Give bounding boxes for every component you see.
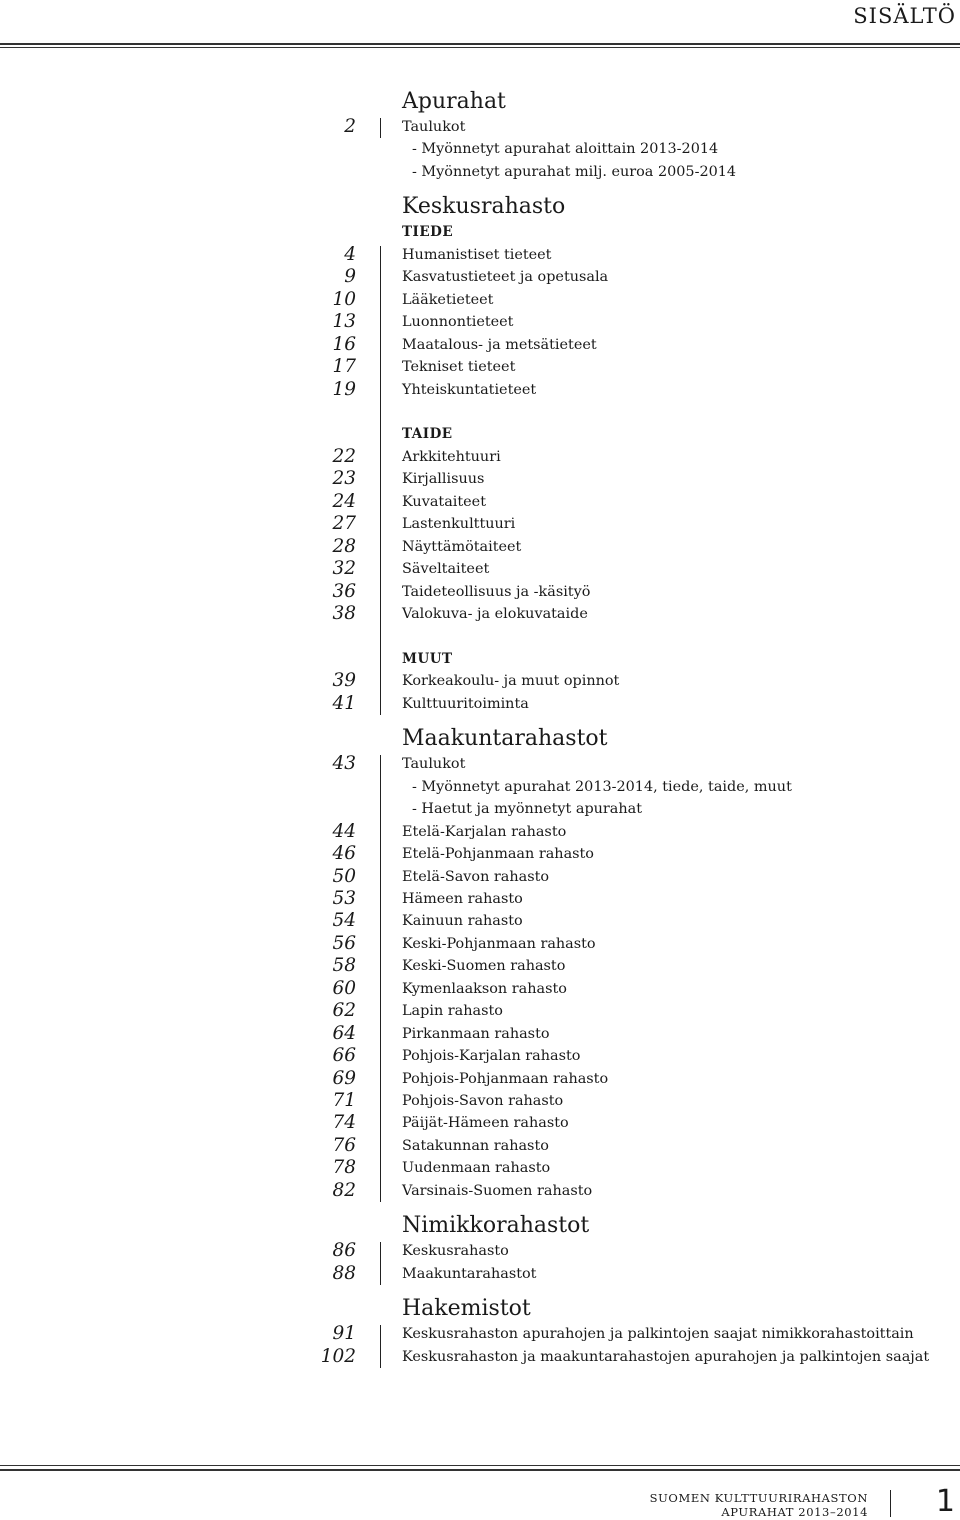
section-title: Hakemistot xyxy=(402,1296,531,1322)
entry-label: Varsinais-Suomen rahasto xyxy=(402,1182,593,1199)
entry-label: Kirjallisuus xyxy=(402,471,485,488)
entry-label: - Myönnetyt apurahat 2013-2014, tiede, taide, muut xyxy=(412,778,792,795)
entry-label: - Myönnetyt apurahat aloittain 2013-2014 xyxy=(412,141,719,158)
entry-label: Maakuntarahastot xyxy=(402,1265,537,1282)
toc-entry[interactable] xyxy=(0,1180,960,1202)
entry-label: Lapin rahasto xyxy=(402,1003,503,1020)
toc-entry[interactable] xyxy=(0,138,960,160)
toc-entry[interactable] xyxy=(0,888,960,910)
entry-label: Yhteiskuntatieteet xyxy=(402,381,537,398)
footer-publication: APURAHAT 2013–2014 xyxy=(721,1505,868,1519)
entry-label: Taideteollisuus ja -käsityö xyxy=(402,583,591,600)
toc-entry[interactable] xyxy=(0,356,960,378)
toc-entry[interactable] xyxy=(0,603,960,625)
toc-entry[interactable] xyxy=(0,1135,960,1157)
entry-label: Keskusrahaston apurahojen ja palkintojen saajat nimikkorahastoittain xyxy=(402,1326,914,1343)
section-divider-line xyxy=(380,1325,381,1368)
toc-entry[interactable] xyxy=(0,491,960,513)
entry-label: Hämeen rahasto xyxy=(402,890,523,907)
entry-label: Humanistiset tieteet xyxy=(402,246,552,263)
entry-label: Kasvatustieteet ja opetusala xyxy=(402,269,609,286)
entry-label: Valokuva- ja elokuvataide xyxy=(402,606,588,622)
entry-label: Korkeakoulu- ja muut opinnot xyxy=(402,673,620,690)
page-number-ref: 19 xyxy=(332,378,356,400)
toc-entry[interactable] xyxy=(0,1000,960,1022)
toc-entry[interactable] xyxy=(0,311,960,333)
page-number-ref: 2 xyxy=(344,116,356,137)
toc-entry[interactable] xyxy=(0,1263,960,1285)
entry-label: Kuvataiteet xyxy=(402,493,486,510)
toc-entry[interactable] xyxy=(0,753,960,775)
entry-label: Pohjois-Pohjanmaan rahasto xyxy=(402,1070,609,1087)
page-number-ref: 76 xyxy=(332,1134,356,1156)
toc-entry[interactable] xyxy=(0,244,960,266)
footer-rule-thin xyxy=(0,1465,960,1466)
section-title: Apurahat xyxy=(402,89,506,114)
toc-entry[interactable] xyxy=(0,693,960,715)
page-number-ref: 88 xyxy=(332,1262,356,1284)
toc-entry[interactable] xyxy=(0,1346,960,1368)
entry-label: Etelä-Pohjanmaan rahasto xyxy=(402,846,594,863)
entry-label: Maatalous- ja metsätieteet xyxy=(402,336,597,353)
section-title: Nimikkorahastot xyxy=(402,1213,590,1239)
entry-label: - Haetut ja myönnetyt apurahat xyxy=(412,801,643,818)
page-number-ref: 64 xyxy=(332,1022,356,1044)
category-heading xyxy=(0,423,960,445)
toc-entry[interactable] xyxy=(0,933,960,955)
toc-entry[interactable] xyxy=(0,1157,960,1179)
toc-entry[interactable] xyxy=(0,468,960,490)
toc-entry[interactable] xyxy=(0,446,960,468)
page-number-ref: 38 xyxy=(332,603,356,624)
toc-entry[interactable] xyxy=(0,558,960,580)
page-number-ref: 71 xyxy=(332,1090,356,1111)
toc-entry[interactable] xyxy=(0,1090,960,1112)
page-number-ref: 66 xyxy=(332,1045,356,1067)
entry-label: Etelä-Savon rahasto xyxy=(402,868,550,885)
entry-label: Taulukot xyxy=(402,119,466,135)
entry-label: Lastenkulttuuri xyxy=(402,516,516,533)
entry-label: Keskusrahaston ja maakuntarahastojen apurahojen ja palkintojen saajat xyxy=(402,1348,930,1365)
header-rule xyxy=(0,43,960,45)
section-divider-line xyxy=(380,755,381,1202)
page-number-ref: 69 xyxy=(332,1067,356,1089)
toc-entry[interactable] xyxy=(0,978,960,1000)
page-number-ref: 24 xyxy=(332,490,356,512)
page-number-ref: 4 xyxy=(344,243,356,265)
toc-entry[interactable] xyxy=(0,116,960,138)
page-number-ref: 74 xyxy=(332,1112,356,1134)
toc-entry[interactable] xyxy=(0,776,960,798)
toc-entry[interactable] xyxy=(0,581,960,603)
toc-entry[interactable] xyxy=(0,910,960,932)
toc-entry[interactable] xyxy=(0,955,960,977)
entry-label: Päijät-Hämeen rahasto xyxy=(402,1115,569,1132)
entry-label: Pohjois-Karjalan rahasto xyxy=(402,1048,581,1065)
entry-label: Keskusrahasto xyxy=(402,1243,509,1260)
page-number-ref: 27 xyxy=(332,513,356,535)
entry-label: Etelä-Karjalan rahasto xyxy=(402,823,567,840)
entry-label: Kainuun rahasto xyxy=(402,913,523,930)
section-title: Maakuntarahastot xyxy=(402,726,608,752)
toc-entry[interactable] xyxy=(0,536,960,558)
entry-label: Satakunnan rahasto xyxy=(402,1137,549,1154)
toc-entry[interactable] xyxy=(0,670,960,692)
toc-entry[interactable] xyxy=(0,334,960,356)
entry-label: - Myönnetyt apurahat milj. euroa 2005-2014 xyxy=(412,163,737,180)
category-heading xyxy=(0,648,960,670)
entry-label: Keski-Suomen rahasto xyxy=(402,958,566,975)
page-number-ref: 39 xyxy=(332,670,356,692)
entry-label: Luonnontieteet xyxy=(402,314,514,331)
header-title: SISÄLTÖ xyxy=(853,4,956,28)
page-number-ref: 36 xyxy=(332,580,356,602)
page-number-ref: 10 xyxy=(332,288,356,310)
category-label: TAIDE xyxy=(402,426,453,443)
toc-entry[interactable] xyxy=(0,379,960,401)
page-number-ref: 102 xyxy=(320,1345,356,1367)
section-divider-line xyxy=(380,118,381,138)
toc-entry[interactable] xyxy=(0,1023,960,1045)
page-number-ref: 60 xyxy=(332,977,356,999)
entry-label: Pirkanmaan rahasto xyxy=(402,1025,550,1042)
entry-label: Pohjois-Savon rahasto xyxy=(402,1093,564,1109)
toc-entry[interactable] xyxy=(0,289,960,311)
page-number-ref: 9 xyxy=(344,266,356,288)
category-heading xyxy=(0,221,960,243)
page-number-ref: 23 xyxy=(332,468,356,490)
page-number-ref: 56 xyxy=(332,932,356,954)
header-rule-thin xyxy=(0,47,960,48)
page-number-ref: 62 xyxy=(332,1000,356,1022)
page-number-ref: 86 xyxy=(332,1240,356,1262)
page-number-ref: 32 xyxy=(332,558,356,580)
toc-entry[interactable] xyxy=(0,866,960,888)
page-number: 1 xyxy=(935,1484,955,1519)
entry-label: Arkkitehtuuri xyxy=(402,448,501,465)
page-number-ref: 46 xyxy=(332,843,356,865)
page-number-ref: 50 xyxy=(332,865,356,887)
toc-entry[interactable] xyxy=(0,1240,960,1262)
page-number-ref: 17 xyxy=(332,356,356,378)
toc-entry[interactable] xyxy=(0,843,960,865)
toc-entry[interactable] xyxy=(0,821,960,843)
page-number-ref: 78 xyxy=(332,1157,356,1179)
page-number-ref: 82 xyxy=(332,1179,356,1201)
toc-entry[interactable] xyxy=(0,513,960,535)
entry-label: Taulukot xyxy=(402,756,466,773)
section-divider-line xyxy=(380,1242,381,1285)
page-number-ref: 13 xyxy=(332,311,356,333)
toc-entry[interactable] xyxy=(0,161,960,183)
page-number-ref: 16 xyxy=(332,333,356,355)
entry-label: Keski-Pohjanmaan rahasto xyxy=(402,935,596,952)
toc-entry[interactable] xyxy=(0,1068,960,1090)
page-number-ref: 41 xyxy=(332,692,356,714)
entry-label: Kulttuuritoiminta xyxy=(402,695,529,712)
section-title: Keskusrahasto xyxy=(402,194,566,220)
page-number-ref: 53 xyxy=(332,887,356,909)
toc-entry[interactable] xyxy=(0,798,960,820)
toc-entry[interactable] xyxy=(0,1323,960,1345)
entry-label: Näyttämötaiteet xyxy=(402,538,522,555)
page-footer xyxy=(0,1484,960,1520)
page-number-ref: 43 xyxy=(332,753,356,775)
entry-label: Kymenlaakson rahasto xyxy=(402,980,567,997)
page-number-ref: 44 xyxy=(332,820,356,842)
page-number-ref: 28 xyxy=(332,535,356,557)
page-number-ref: 22 xyxy=(332,445,356,467)
entry-label: Uudenmaan rahasto xyxy=(402,1160,551,1177)
entry-label: Tekniset tieteet xyxy=(402,359,516,376)
page-number-ref: 91 xyxy=(332,1323,356,1345)
entry-label: Lääketieteet xyxy=(402,291,494,308)
footer-rule xyxy=(0,1469,960,1471)
toc-entry[interactable] xyxy=(0,266,960,288)
page-number-ref: 58 xyxy=(332,955,356,977)
category-label: TIEDE xyxy=(402,224,454,241)
toc-entry[interactable] xyxy=(0,1112,960,1134)
footer-separator xyxy=(890,1490,891,1517)
section-divider-line xyxy=(380,246,381,715)
footer-publisher: SUOMEN KULTTUURIRAHASTON xyxy=(649,1491,868,1505)
category-label: MUUT xyxy=(402,650,453,667)
page-number-ref: 54 xyxy=(332,910,356,932)
entry-label: Säveltaiteet xyxy=(402,561,490,578)
toc-entry[interactable] xyxy=(0,1045,960,1067)
